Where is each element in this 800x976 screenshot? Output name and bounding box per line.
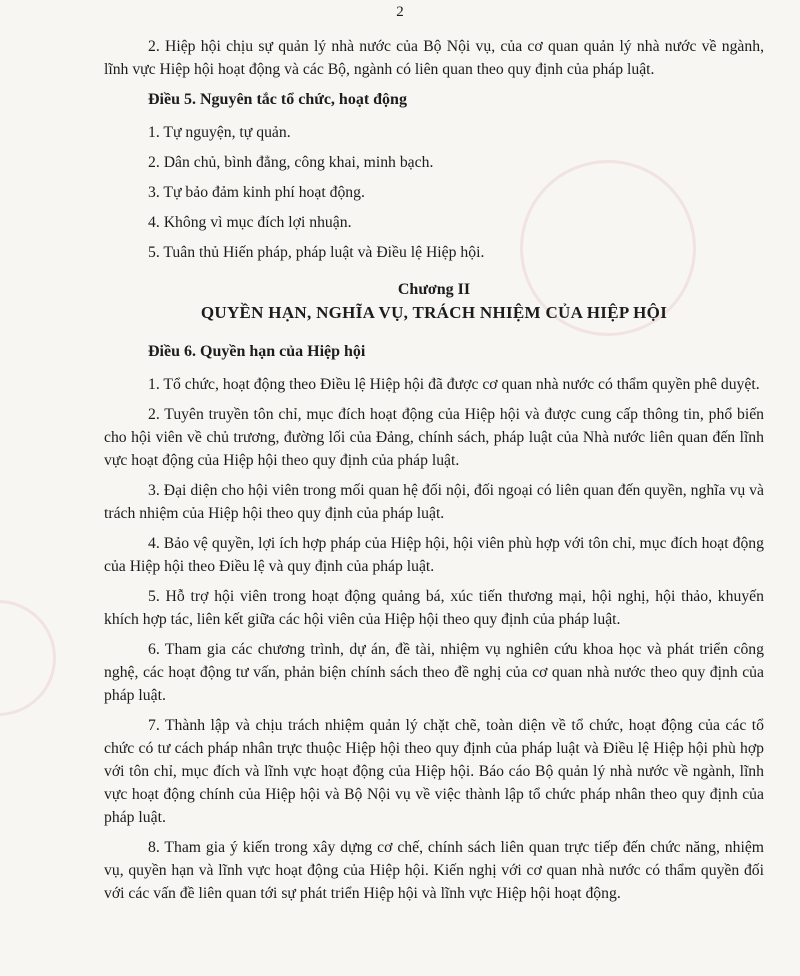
article5-item: 5. Tuân thủ Hiến pháp, pháp luật và Điều lệ Hiệp hội. [148, 244, 485, 261]
bleed-through-seal-mark [0, 600, 56, 716]
article5-item: 1. Tự nguyện, tự quản. [148, 124, 291, 141]
article6-item: 6. Tham gia các chương trình, dự án, đề tài, nhiệm vụ nghiên cứu khoa học và phát triển công nghệ, các hoạt động tư vấn, phản biện chính sách theo đề nghị của cơ quan nhà nước theo quy định của pháp luật. [104, 641, 764, 704]
article6-item: 8. Tham gia ý kiến trong xây dựng cơ chế, chính sách liên quan trực tiếp đến chức năng, nhiệm vụ, quyền hạn và lĩnh vực hoạt động của Hiệp hội. Kiến nghị với cơ quan nhà nước có thẩm quyền đối với các vấn đề liên quan tới sự phát triển Hiệp hội và lĩnh vực Hiệp hội hoạt động. [104, 839, 764, 902]
chapter-label: Chương II [397, 281, 471, 298]
article5-item: 3. Tự bảo đảm kinh phí hoạt động. [148, 184, 365, 201]
article5-item: 4. Không vì mục đích lợi nhuận. [148, 214, 352, 231]
chapter-title: QUYỀN HẠN, NGHĨA VỤ, TRÁCH NHIỆM CỦA HIỆP HỘI [200, 303, 668, 322]
article6-item: 4. Bảo vệ quyền, lợi ích hợp pháp của Hiệp hội, hội viên phù hợp với tôn chỉ, mục đích hoạt động của Hiệp hội theo Điều lệ và quy định của pháp luật. [104, 535, 764, 575]
article6-item: 2. Tuyên truyền tôn chỉ, mục đích hoạt động của Hiệp hội và được cung cấp thông tin, phổ biến cho hội viên về chủ trương, đường lối của Đảng, chính sách, pháp luật của Nhà nước liên quan đến lĩnh vực hoạt động của Hiệp hội theo quy định của pháp luật. [104, 406, 764, 469]
page-number: 2 [396, 4, 404, 20]
article4-item-2: 2. Hiệp hội chịu sự quản lý nhà nước của Bộ Nội vụ, của cơ quan quản lý nhà nước về ngành, lĩnh vực Hiệp hội hoạt động và các Bộ, ngành có liên quan theo quy định của pháp luật. [104, 38, 764, 78]
article6-item: 5. Hỗ trợ hội viên trong hoạt động quảng bá, xúc tiến thương mại, hội nghị, hội thảo, khuyến khích hợp tác, liên kết giữa các hội viên của Hiệp hội theo quy định của pháp luật. [104, 588, 764, 628]
article6-heading: Điều 6. Quyền hạn của Hiệp hội [148, 343, 366, 360]
article5-item: 2. Dân chủ, bình đẳng, công khai, minh bạch. [148, 154, 434, 171]
article6-item: 1. Tổ chức, hoạt động theo Điều lệ Hiệp hội đã được cơ quan nhà nước có thẩm quyền phê duyệt. [148, 376, 760, 393]
article6-item: 7. Thành lập và chịu trách nhiệm quản lý chặt chẽ, toàn diện về tổ chức, hoạt động của các tổ chức có tư cách pháp nhân trực thuộc Hiệp hội theo quy định của pháp luật và Điều lệ Hiệp hội phù hợp với tôn chỉ, mục đích và lĩnh vực hoạt động của Hiệp hội. Báo cáo Bộ quản lý nhà nước về ngành, lĩnh vực hoạt động chính của Hiệp hội và Bộ Nội vụ về việc thành lập tổ chức pháp nhân theo quy định của pháp luật. [104, 717, 764, 826]
article6-item: 3. Đại diện cho hội viên trong mối quan hệ đối nội, đối ngoại có liên quan đến quyền, nghĩa vụ và trách nhiệm của Hiệp hội theo quy định của pháp luật. [104, 482, 764, 522]
article5-heading: Điều 5. Nguyên tắc tổ chức, hoạt động [148, 91, 407, 108]
document-body [104, 35, 764, 912]
